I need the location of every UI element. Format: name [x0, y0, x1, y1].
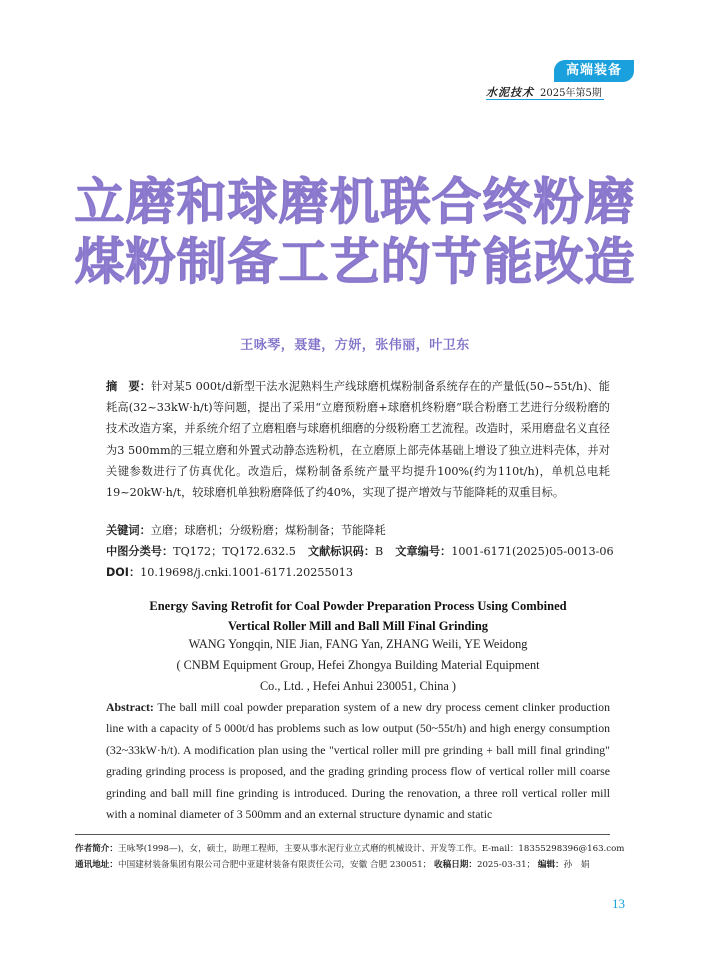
english-affiliation-line-1: ( CNBM Equipment Group, Hefei Zhongya Building Material Equipment	[176, 658, 540, 672]
doi-value[interactable]: 10.19698/j.cnki.1001-6171.20255013	[140, 566, 353, 579]
doi	[106, 562, 610, 583]
doc-code-label: 文献标识码：	[307, 545, 376, 558]
received-date: 2025-03-31；	[476, 860, 536, 870]
abstract-cn-text: 针对某5 000t/d新型干法水泥熟料生产线球磨机煤粉制备系统存在的产量低(50~55t/h)、能耗高(32~33kW·h/t)等问题，提出了采用“立磨预粉磨+球磨机终粉磨”联合粉磨工艺进行分级粉磨的技术改造方案，并系统介绍了立磨粗磨与球磨机细磨的分级粉磨工艺流程。改造时，采用磨盘名义直径为3 500mm的三辊立磨和外置式动静态选粉机，在立磨原上部壳体基础上增设了独立进料壳体，并对关键参数进行了仿真优化。改造后，煤粉制备系统产量平均提升100%(约为110t/h)，单机总电耗19~20kW·h/t，较球磨机单独粉磨降低了约40%，实现了提产增效与节能降耗的双重目标。	[106, 380, 610, 500]
english-abstract-text: The ball mill coal powder preparation system of a new dry process cement clinker production line with a capacity of 5 000t/d has problems such as low output (50~55t/h) and high energy consumption (32~33kW·h/t). A modification plan using the "vertical roller mill pre grinding + ball mill final grinding" grading grinding process is proposed, and the grading grinding process flow of vertical roller mill coarse grinding and ball mill fine grinding is introduced. During the renovation, a three roll vertical roller mill with a nominal diameter of 3 500mm and an external structure dynamic and static	[106, 700, 610, 822]
doi-label: DOI：	[106, 566, 141, 579]
title-line-1: 立磨和球磨机联合终粉磨	[74, 173, 636, 231]
keywords-text: 立磨；球磨机；分级粉磨；煤粉制备；节能降耗	[150, 524, 386, 537]
received-label: 收稿日期：	[434, 860, 477, 870]
clc-value: TQ172；TQ172.632.5	[173, 545, 296, 558]
article-no-label: 文章编号：	[395, 545, 452, 558]
article-no-value: 1001-6171(2025)05-0013-06	[451, 545, 614, 558]
clc-label: 中图分类号：	[106, 545, 174, 558]
author-bio	[75, 842, 625, 856]
address-label: 通讯地址：	[75, 860, 118, 870]
title-line-2: 煤粉制备工艺的节能改造	[74, 233, 636, 291]
journal-header	[486, 84, 602, 100]
classification	[106, 541, 614, 562]
page-number: 13	[612, 896, 625, 911]
authors-cn: 王咏琴，聂建，方妍，张伟丽，叶卫东	[240, 338, 470, 353]
author-bio-label: 作者简介：	[75, 844, 118, 854]
abstract-cn	[106, 376, 610, 503]
editor-name: 孙 娟	[563, 860, 590, 870]
english-authors: WANG Yongqin, NIE Jian, FANG Yan, ZHANG Weili, YE Weidong	[188, 637, 528, 651]
english-affiliation-line-2: Co., Ltd. , Hefei Anhui 230051, China )	[259, 679, 457, 693]
author-bio-text: 王咏琴(1998—)，女，硕士，助理工程师，主要从事水泥行业立式磨的机械设计、开发等工作。E-mail：18355298396@163.com	[117, 844, 625, 854]
english-abstract-label: Abstract:	[106, 700, 154, 714]
abstract-cn-label: 摘 要：	[106, 380, 152, 393]
english-abstract	[106, 697, 610, 825]
editor-label: 编辑：	[537, 860, 564, 870]
journal-name: 水泥技术	[486, 86, 534, 99]
doc-code-value: B	[375, 545, 384, 558]
address-text: 中国建材装备集团有限公司合肥中亚建材装备有限责任公司，安徽 合肥 230051；	[117, 860, 432, 870]
journal-issue: 2025年第5期	[540, 88, 602, 99]
footer-rule	[75, 834, 610, 835]
correspondence	[75, 858, 610, 872]
keywords-label: 关键词：	[106, 524, 151, 537]
section-badge: 高端装备	[554, 60, 634, 82]
english-title	[106, 596, 610, 636]
keywords	[106, 520, 610, 541]
english-title-line-1: Energy Saving Retrofit for Coal Powder Preparation Process Using Combined	[149, 599, 567, 613]
header-rule	[486, 99, 604, 100]
english-title-line-2: Vertical Roller Mill and Ball Mill Final Grinding	[227, 619, 489, 633]
